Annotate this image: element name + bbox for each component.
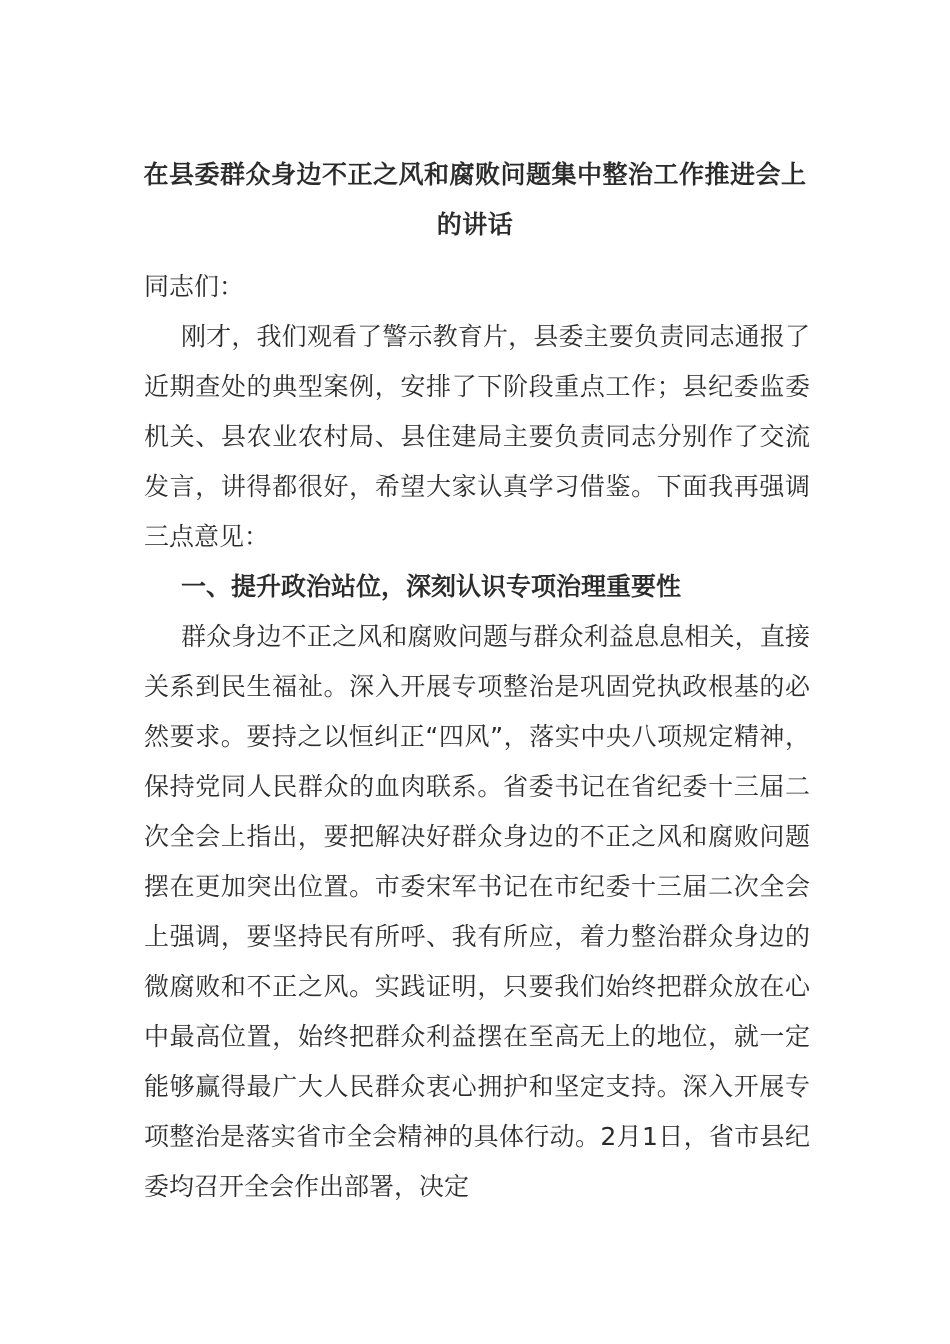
document-body [144,262,810,1212]
section-heading-1: 一、提升政治站位，深刻认识专项治理重要性 [181,572,682,601]
salutation: 同志们： [144,272,245,301]
document-title: 在县委群众身边不正之风和腐败问题集中整治工作推进会上的讲话 [143,160,807,239]
paragraph-section-1: 群众身边不正之风和腐败问题与群众利益息息相关，直接关系到民生福祉。深入开展专项整治是巩固党执政根基的必然要求。要持之以恒纠正“四风”，落实中央八项规定精神，保持党同人民群众的血肉联系。省委书记在省纪委十三届二次全会上指出，要把解决好群众身边的不正之风和腐败问题摆在更加突出位置。市委宋军书记在市纪委十三届二次全会上强调，要坚持民有所呼、我有所应，着力整治群众身边的微腐败和不正之风。实践证明，只要我们始终把群众放在心中最高位置，始终把群众利益摆在至高无上的地位，就一定能够赢得最广大人民群众衷心拥护和坚定支持。深入开展专项整治是落实省市全会精神的具体行动。2月1日，省市县纪委均召开全会作出部署，决定 [144,622,810,1201]
paragraph-intro: 刚才，我们观看了警示教育片，县委主要负责同志通报了近期查处的典型案例，安排了下阶段重点工作；县纪委监委机关、县农业农村局、县住建局主要负责同志分别作了交流发言，讲得都很好，希望大家认真学习借鉴。下面我再强调三点意见： [144,322,810,551]
